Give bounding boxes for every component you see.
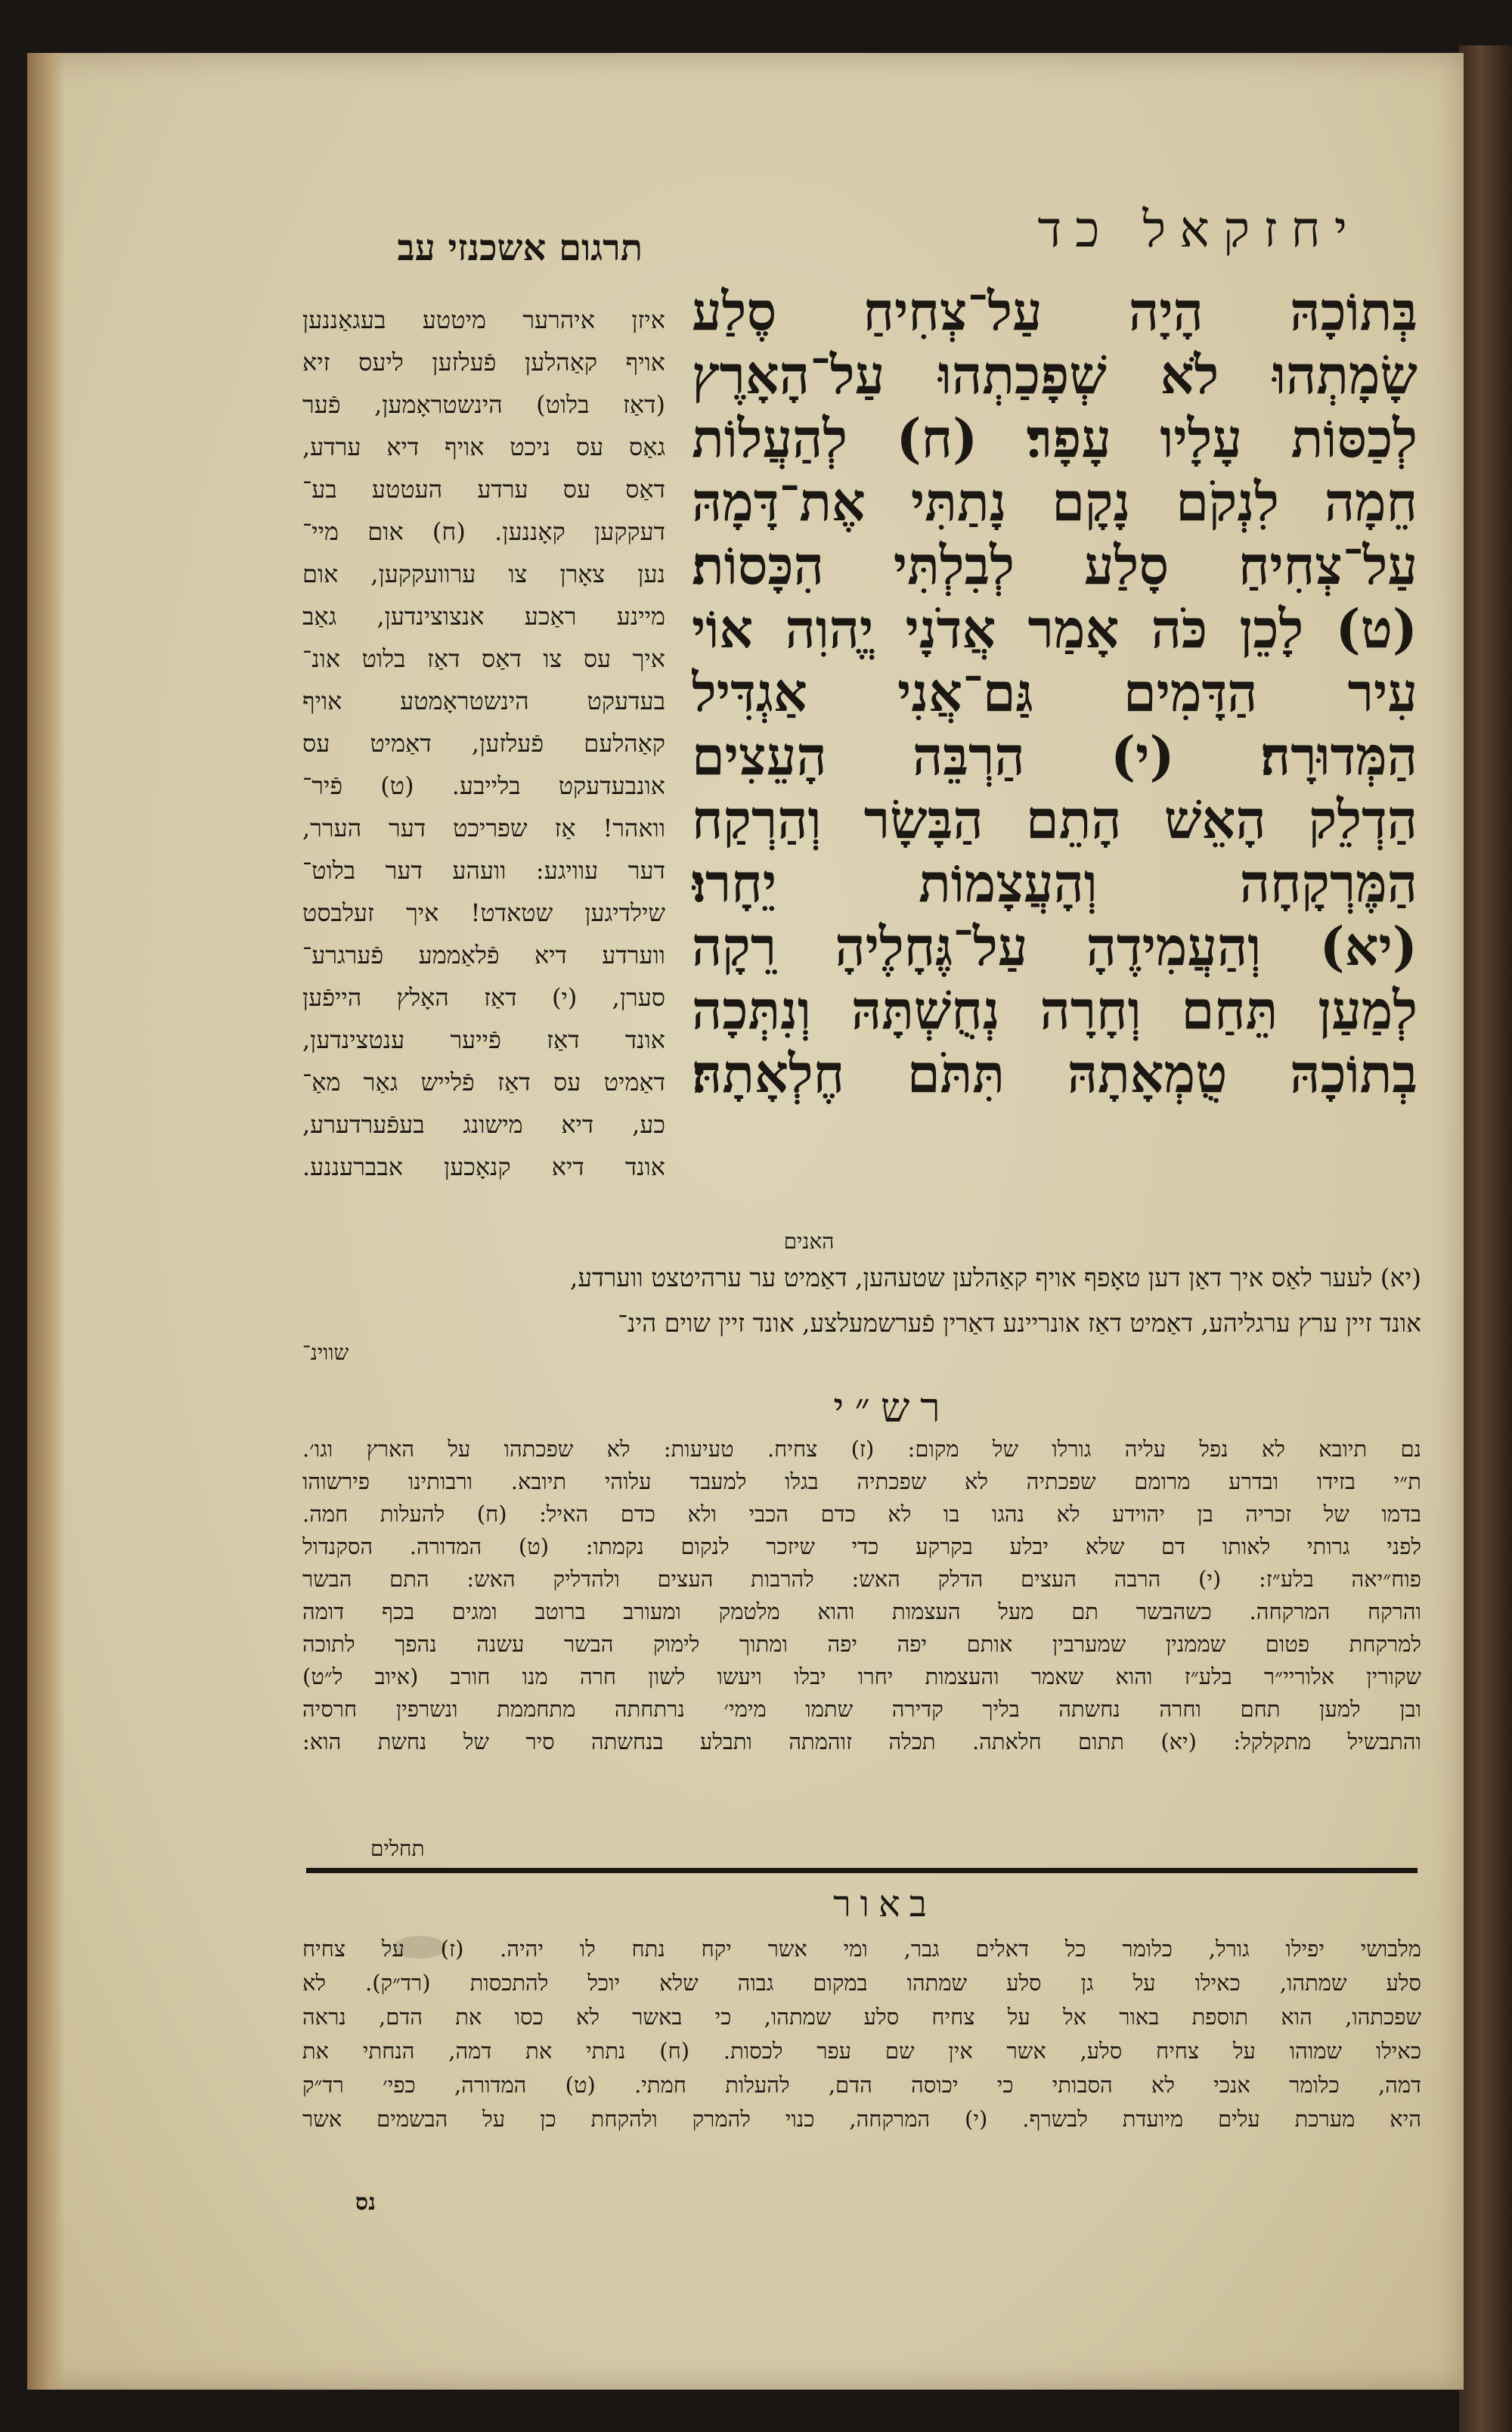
translation-line: אונבעדעקט בלייבע. (ט) פֿיר־ — [302, 771, 665, 800]
translation-line: קאַהלעם פֿעלזען, דאַמיט עס — [302, 729, 665, 758]
beur-heading: באור — [833, 1883, 936, 1925]
translation-line: אונד דאַז פֿייער ענטצינדען, — [302, 1025, 665, 1054]
hebrew-line: (יא) וְהַעֲמִידֶהָ עַל־גֶּחָלֶיהָ רֵקָה — [692, 915, 1418, 978]
translation-line: (יא) לעער לאַס איך דאַן דען טאָפף אויף קאַהלען שטעהען, דאַמיט ער ערהיטצט ווערדע, — [569, 1263, 1421, 1292]
hebrew-line: הַדְלֵק הָאֵשׁ הָתֵם הַבָּשָׂר וְהַרְקַח — [692, 788, 1418, 851]
commentary-line: ת״י בזידו ובדרע מרומם שפכתיה לא שפכתיה בגלו למעבד עלוהי תיובא. ורבותינו פירשוהו — [302, 1469, 1421, 1494]
translation-continuation — [302, 1255, 1421, 1346]
translation-line: ווערדע דיא פֿלאַממע פֿערגרע־ — [302, 941, 665, 969]
commentary-line: מלבושי יפילו גורל, כלומר כל דאלים גבר, ומי אשר יקח נתח לו יהיה. (ז) על צחיח — [302, 1936, 1421, 1962]
book-edge — [1459, 45, 1512, 2432]
section-divider — [306, 1868, 1418, 1873]
page-gutter — [27, 53, 65, 2390]
commentary-line: כאילו שמוהו על צחיח סלע, אשר אין שם עפר לכסות. (ח) נתתי את דמה, הנחתי את — [302, 2038, 1421, 2064]
hebrew-line: לְמַעַן תֵּחַם וְחָרָה נְחֻשְׁתָּהּ וְנִתְּכָה — [692, 979, 1418, 1041]
translation-line: נען צאָרן צו ערוועקקען, אום — [302, 560, 665, 588]
translation-line: דער עוויגע: וועהע דער בלוט־ — [302, 856, 665, 885]
commentary-line: והרקח המרקחה. כשהבשר תם מעל העצמות והוא מלטמק ומעורב ברוטב ומגים בכף דומה — [302, 1599, 1421, 1624]
translation-line: אונד דיא קנאָכען אבברעננע. — [302, 1152, 665, 1181]
hebrew-line: הַמֶּרְקָחָה וְהָעֲצָמוֹת יֵחָרוּ׃ — [692, 852, 1418, 914]
commentary-line: פוח״יאה בלע״ז: (י) הרבה העצים הדלק האש: להרבות העצים ולהדליק האש: התם הבשר — [302, 1566, 1421, 1592]
translation-line: אויף קאַהלען פֿעלזען ליעס זיא — [302, 348, 665, 377]
rashi-heading: רש״י — [833, 1384, 951, 1432]
translation-line: גאַס עס ניכט אויף דיא ערדע, — [302, 433, 665, 461]
hebrew-line: (ט) לָכֵן כֹּה אָמַר אֲדֹנָי יֱהוִה אוֹי — [692, 597, 1418, 660]
translation-line: דעקקען קאָננען. (ח) אום מיי־ — [302, 517, 665, 546]
translation-line: כע, דיא מישונג בעפֿערדערע, — [302, 1110, 665, 1139]
commentary-line: סלע שמתהו, כאילו על גן סלע שמתהו במקום גבוה שלא יוכל להתכסות (רד״ק). לא — [302, 1970, 1421, 1996]
commentary-line: למרקחת פטום שממנין שמערבין אותם יפה יפה ומתוך לימוק הבשר עשנה נהפך לתוכה — [302, 1631, 1421, 1657]
hebrew-line: הַמְּדוּרָה׃ (י) הַרְבֵּה הָעֵצִים — [692, 724, 1418, 787]
translation-line: אונד זיין ערץ ערגליהע, דאַמיט דאַז אונריינע דאַרין פֿערשמעלצע, אונד זיין שוים הינ־ — [618, 1308, 1421, 1338]
running-header-translation: תרגום אשכנזי עב — [397, 227, 643, 269]
translation-line: מיינע ראַכע אנצוצינדען, גאַב — [302, 602, 665, 631]
hebrew-line: בְתוֹכָהּ טֻמְאָתָהּ תִּתֹּם חֶלְאָתָהּ׃ — [692, 1042, 1418, 1105]
hebrew-line: בְּתוֹכָהּ הָיָה עַל־צְחִיחַ סֶלַע — [692, 280, 1418, 343]
translation-line: סערן, (י) דאַז האָלץ הייפֿען — [302, 983, 665, 1012]
translation-line: (דאַז בלוט) הינשטראָמען, פֿער — [302, 390, 665, 419]
running-header-book: יחזקאל כד — [1037, 200, 1361, 259]
hebrew-line: חֵמָה לִנְקֹם נָקָם נָתַתִּי אֶת־דָּמָהּ — [692, 470, 1418, 533]
translation-line: שילדיגען שטאדט! איך זעלבסט — [302, 898, 665, 927]
translation-line: דאַמיט עס דאַז פֿלייש גאַר מאַ־ — [302, 1068, 665, 1097]
commentary-line: נם תיובא לא נפל עליה גורלו של מקום: (ז) צחיח. טעיעות: לא שפכתהו על הארץ וגו׳. — [302, 1436, 1421, 1462]
commentary-line: לפני גרותי לאותו דם שלא יבלע בקרקע כדי שיזכר לנקום נקמתו: (ט) המדורה. הסקנדול — [302, 1534, 1421, 1559]
hebrew-text-column — [692, 280, 1418, 1240]
hebrew-line: עַל־צְחִיחַ סָלַע לְבִלְתִּי הִכָּסוֹת׃ — [692, 534, 1418, 597]
translation-line: איך עס צו דאַס דאַז בלוט אונ־ — [302, 644, 665, 673]
commentary-line: שקורין אלוריי״ר בלע״ז והוא שאמר והעצמות יחרו יבלו ויעשו לשון חרה מנו חורב (איוב ל״ט) — [302, 1664, 1421, 1689]
commentary-line: והתבשיל מתקלקל: (יא) תתום חלאתה. תכלה זוהמתה ותבלע בנחשתה סיר של נחשת הוא: — [302, 1729, 1421, 1754]
hebrew-line: לְכַסּוֹת עָלָיו עָפָר׃ (ח) לְהַעֲלוֹת — [692, 407, 1418, 470]
commentary-line: שפכתהו, הוא תוספת באור אל על צחיח סלע שמתהו, כי באשר לא כסו את הדם, נראה — [302, 2004, 1421, 2030]
catchword: האנים — [783, 1229, 835, 1254]
translation-line: איזן איהרער מיטטע בעגאַננען — [302, 306, 665, 334]
catchword: שווינ־ — [302, 1340, 349, 1365]
commentary-line: ובן למען תחם וחרה נחשתה בליך קדירה שתמו מימי׳ נרתחתה מתחממת ונשרפין חרסיה — [302, 1696, 1421, 1722]
translation-line: וואהר! אַז שפריכט דער הערר, — [302, 814, 665, 842]
signature-mark: נס — [355, 2189, 376, 2216]
translation-column — [302, 299, 665, 1259]
catchword: תחלים — [370, 1836, 425, 1861]
beur-commentary — [302, 1932, 1421, 2136]
translation-line: דאַס עס ערדע העטטע בע־ — [302, 475, 665, 504]
commentary-line: בדמו של זכריה בן יהוידע לא נהגו בו לא כדם הכבי ולא כדם האיל: (ח) להעלות חמה. — [302, 1501, 1421, 1527]
commentary-line: דמה, כלומר אנכי לא הסבותי כי יכוסה הדם, להעלות חמתי. (ט) המדורה, כפי׳ רד״ק — [302, 2072, 1421, 2098]
hebrew-line: שָׂמָתְהוּ לֹא שְׁפָכַתְהוּ עַל־הָאָרֶץ — [692, 343, 1418, 406]
translation-line: בעדעקט הינשטראָמטע אויף — [302, 687, 665, 715]
hebrew-line: עִיר הַדָּמִים גַּם־אֲנִי אַגְדִּיל — [692, 661, 1418, 724]
commentary-line: היא מערכת עלים מיועדת לבשרף. (י) המרקחה, כנוי להמרק ולהקחת כן על הבשמים אשר — [302, 2106, 1421, 2132]
rashi-commentary — [302, 1433, 1421, 1758]
